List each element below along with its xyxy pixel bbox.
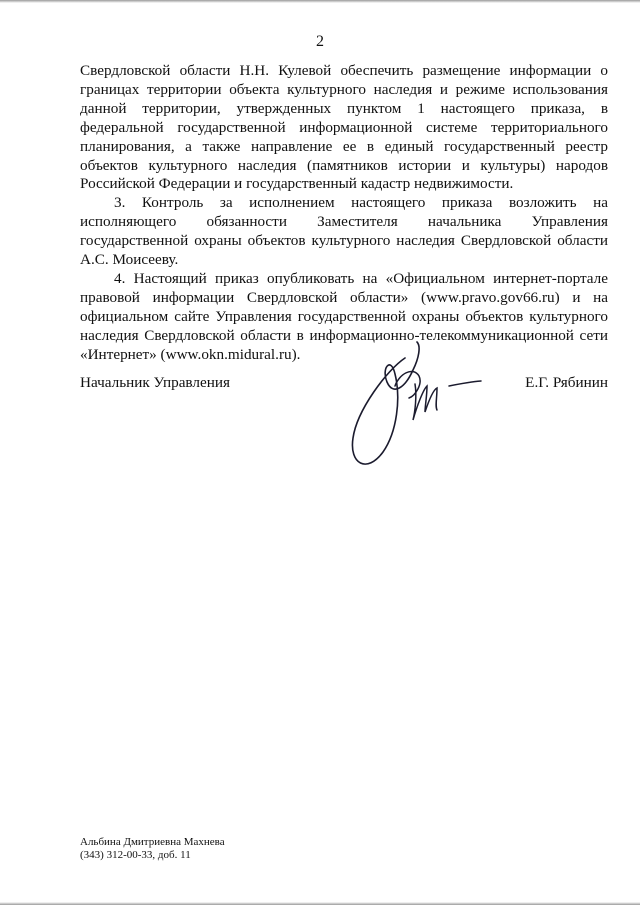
signature-block [80,368,608,478]
paragraph-item-3: 3. Контроль за исполнением настоящего приказа возложить на исполняющего обязанности Заместителя начальника Управления государственной охраны объектов культурного наследия Свердловской области А.С. Моисееву. [80,194,608,269]
page-number: 2 [316,33,324,50]
scan-edge-top [0,0,640,3]
executor-contact [80,836,225,862]
document-body [80,62,608,365]
signatory-title: Начальник Управления [80,374,230,391]
executor-phone: (343) 312-00-33, доб. 11 [80,849,191,861]
executor-name: Альбина Дмитриевна Махнева [80,836,225,848]
paragraph-item-4: 4. Настоящий приказ опубликовать на «Официальном интернет-портале правовой информации Свердловской области» (www.pravo.gov66.ru) и на официальном сайте Управления государственной охраны объектов культурного наследия Свердловской области в информационно-телекоммуникационной сети «Интернет» (www.okn.midural.ru). [80,269,608,363]
signatory-name: Е.Г. Рябинин [525,374,608,391]
paragraph-continuation: Свердловской области Н.Н. Кулевой обеспечить размещение информации о границах территории объекта культурного наследия и режиме использования данной территории, утвержденных пунктом 1 настоящего приказа, в федеральной государственной информационной системе территориального планирования, а также направление ее в единый государственный реестр объектов культурного наследия (памятников истории и культуры) народов Российской Федерации и государственный кадастр недвижимости. [80,62,608,193]
handwritten-signature [335,340,485,478]
